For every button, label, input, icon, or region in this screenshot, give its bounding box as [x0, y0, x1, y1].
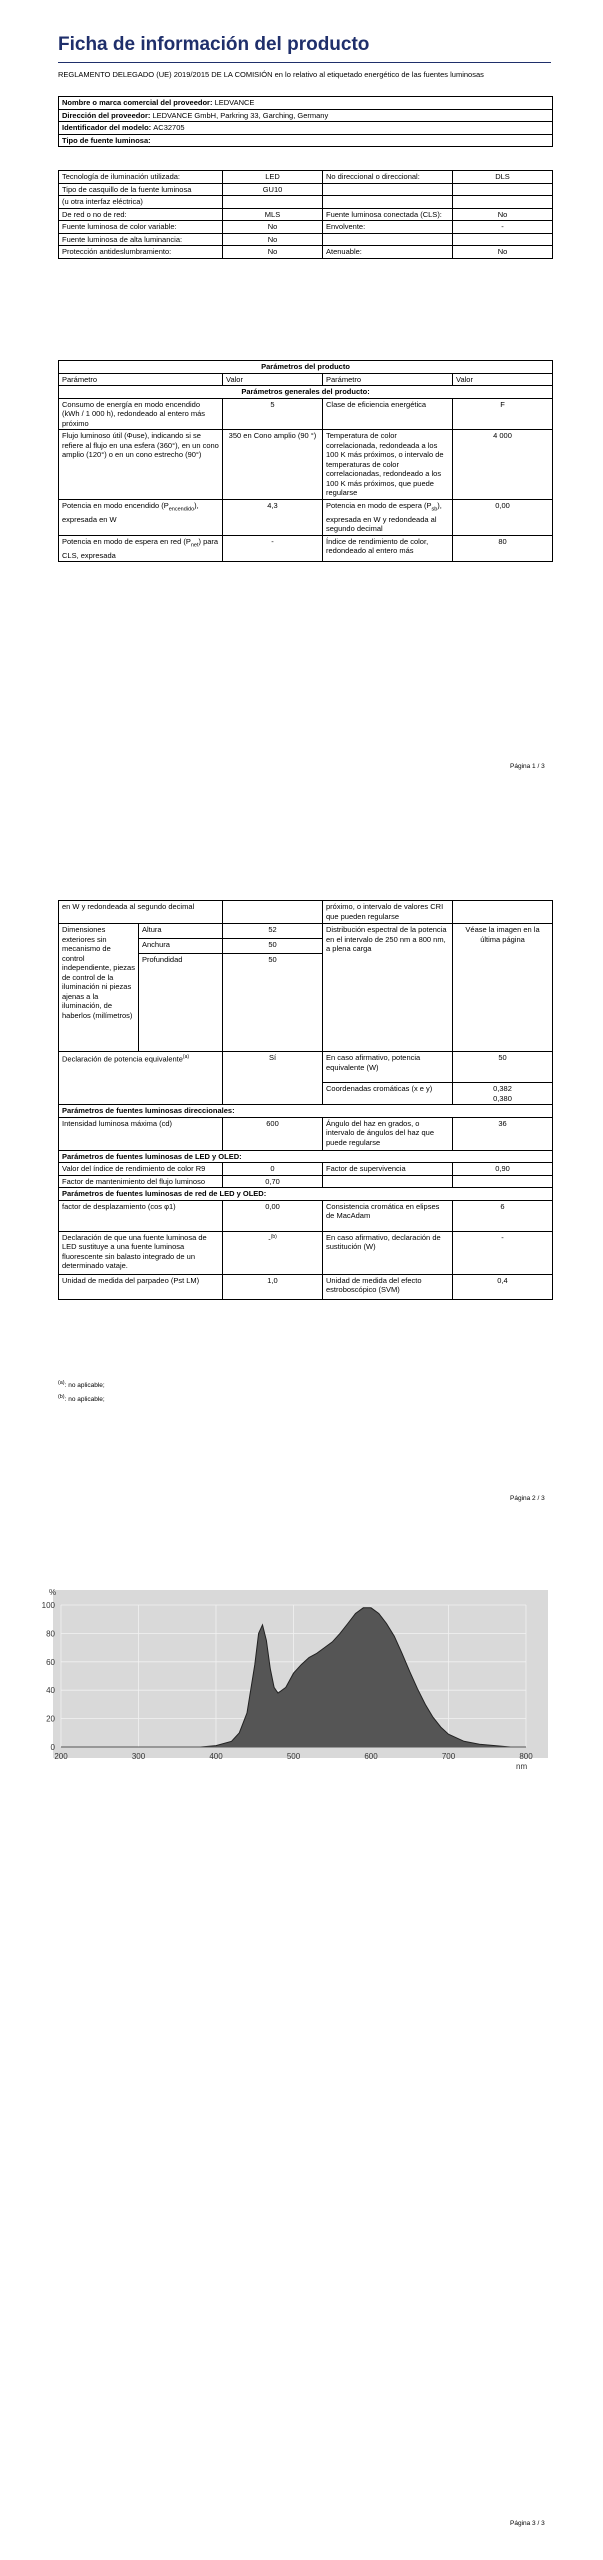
param-value: F: [453, 398, 553, 430]
equiv-power-label: En caso afirmativo, potencia equivalente (W): [323, 1052, 453, 1083]
supplier-address-row: Dirección del proveedor: LEDVANCE GmbH, Parkring 33, Garching, Germany: [59, 109, 553, 122]
intensity-label: Intensidad luminosa máxima (cd): [59, 1117, 223, 1150]
r9-value: 0: [223, 1163, 323, 1176]
repl-power-label: En caso afirmativo, declaración de sustitución (W): [323, 1231, 453, 1274]
type-value: No: [453, 208, 553, 221]
type-value: DLS: [453, 171, 553, 184]
footnote-a: $^{(a)}$: no aplicable;: [58, 1380, 105, 1390]
continued-left: en W y redondeada al segundo decimal: [59, 901, 223, 924]
macadam-value: 6: [453, 1200, 553, 1231]
type-value: [453, 233, 553, 246]
spectral-label: Distribución espectral de la potencia en el intervalo de 250 nm a 800 nm, a plena carga: [323, 924, 453, 1052]
param-label: Flujo luminoso útil (Φuse), indicando si se refiere al flujo en una esfera (360°), en un cono amplio (120°) o en un cono estrecho (90°): [59, 430, 223, 500]
type-value: MLS: [223, 208, 323, 221]
type-label-row: Tipo de fuente luminosa:: [59, 134, 553, 147]
param-value: 80: [453, 535, 553, 562]
type-label: Tecnología de iluminación utilizada:: [59, 171, 223, 184]
param-label: Índice de rendimiento de color, redondeado al entero más: [323, 535, 453, 562]
param-label: Potencia en modo encendido $(P_{encendido})$, expresada en W: [59, 499, 223, 535]
y-tick-label: 80: [46, 1629, 55, 1639]
dim-name: Altura: [139, 924, 223, 939]
type-value: No: [223, 221, 323, 234]
maint-label: Factor de mantenimiento del flujo luminoso: [59, 1175, 223, 1188]
spectral-value: Véase la imagen en la última página: [453, 924, 553, 1052]
params-title: Parámetros del producto: [59, 361, 553, 374]
repl-value: -$^{(b)}$: [223, 1231, 323, 1274]
col-param-1: Parámetro: [59, 373, 223, 386]
title-divider: [58, 62, 551, 63]
macadam-label: Consistencia cromática en elipses de MacAdam: [323, 1200, 453, 1231]
param-value: 4 000: [453, 430, 553, 500]
y-axis-label: %: [49, 1588, 57, 1597]
disp-value: 0,00: [223, 1200, 323, 1231]
survival-label: Factor de supervivencia: [323, 1163, 453, 1176]
r9-label: Valor del índice de rendimiento de color R9: [59, 1163, 223, 1176]
equiv-value: Sí: [223, 1052, 323, 1105]
page-number-3: Página 3 / 3: [510, 2520, 545, 2527]
param-label: Temperatura de color correlacionada, redondeada a los 100 K más próximos, o intervalo de temperaturas de color correlacionadas, redondeado a los 100 K más próximos, que puede regularse: [323, 430, 453, 500]
spectral-chart: [41, 1575, 553, 1780]
type-label: [323, 196, 453, 209]
param-value: 5: [223, 398, 323, 430]
param-label: Consumo de energía en modo encendido (kWh / 1 000 h), redondeado al entero más próximo: [59, 398, 223, 430]
type-label: (u otra interfaz eléctrica): [59, 196, 223, 209]
empty-cell: [323, 1175, 453, 1188]
type-label: Fuente luminosa de alta luminancia:: [59, 233, 223, 246]
x-tick-label: 700: [441, 1752, 456, 1761]
empty-cell: [453, 1175, 553, 1188]
col-value-1: Valor: [223, 373, 323, 386]
x-tick-label: 200: [54, 1752, 68, 1761]
type-label: Protección antideslumbramiento:: [59, 246, 223, 259]
y-tick-label: 40: [46, 1686, 55, 1696]
continued-empty-2: [453, 901, 553, 924]
coords-label: Coordenadas cromáticas (x e y): [323, 1083, 453, 1105]
type-value: No: [453, 246, 553, 259]
model-row: Identificador del modelo: AC32705: [59, 122, 553, 135]
x-tick-label: 500: [286, 1752, 301, 1761]
y-tick-label: 0: [50, 1743, 55, 1752]
params-table: [58, 360, 553, 562]
page-number-1: Página 1 / 3: [510, 763, 545, 770]
type-label: Fuente luminosa conectada (CLS):: [323, 208, 453, 221]
disp-label: factor de desplazamiento (cos φ1): [59, 1200, 223, 1231]
type-table: [58, 170, 553, 259]
equiv-label: Declaración de potencia equivalente$^{(a)}$: [59, 1052, 223, 1105]
general-title: Parámetros generales del producto:: [59, 386, 553, 399]
dims-label: Dimensiones exteriores sin mecanismo de control independiente, piezas de control de la iluminación ni piezas ajenas a la iluminación, de haberlos (milímetros): [59, 924, 139, 1052]
regulation-text: REGLAMENTO DELEGADO (UE) 2019/2015 DE LA COMISIÓN en lo relativo al etiquetado energético de las fuentes luminosas: [58, 70, 484, 79]
footnote-b: $^{(b)}$: no aplicable;: [58, 1394, 105, 1404]
type-value: LED: [223, 171, 323, 184]
param-label: Potencia en modo de espera $(P_{sb})$, expresada en W y redondeada al segundo decimal: [323, 499, 453, 535]
dim-name: Anchura: [139, 939, 223, 954]
param-value: 350 en Cono amplio (90 °): [223, 430, 323, 500]
type-value: [223, 196, 323, 209]
dim-name: Profundidad: [139, 954, 223, 1052]
flicker-label: Unidad de medida del parpadeo (Pst LM): [59, 1274, 223, 1299]
type-label: No direccional o direccional:: [323, 171, 453, 184]
type-label: De red o no de red:: [59, 208, 223, 221]
type-value: No: [223, 246, 323, 259]
repl-power-value: -: [453, 1231, 553, 1274]
y-tick-label: 60: [46, 1657, 55, 1667]
continued-empty: [223, 901, 323, 924]
param-label: Potencia en modo de espera en red $(P_{net})$ para CLS, expresada: [59, 535, 223, 562]
supplier-name-row: Nombre o marca comercial del proveedor: LEDVANCE: [59, 97, 553, 110]
x-tick-label: 300: [131, 1752, 146, 1761]
x-tick-label: 800: [519, 1752, 533, 1761]
col-value-2: Valor: [453, 373, 553, 386]
beam-value: 36: [453, 1117, 553, 1150]
svm-value: 0,4: [453, 1274, 553, 1299]
x-tick-label: 400: [209, 1752, 223, 1761]
continued-right: próximo, o intervalo de valores CRI que pueden regularse: [323, 901, 453, 924]
type-value: -: [453, 221, 553, 234]
dim-value: 50: [223, 954, 323, 1052]
page-number-2: Página 2 / 3: [510, 1495, 545, 1502]
page-title: Ficha de información del producto: [58, 34, 370, 55]
type-label: Envolvente:: [323, 221, 453, 234]
y-tick-label: 20: [46, 1714, 55, 1724]
led-title: Parámetros de fuentes luminosas de LED y OLED:: [59, 1150, 553, 1163]
mains-title: Parámetros de fuentes luminosas de red de LED y OLED:: [59, 1188, 553, 1201]
type-value: [453, 183, 553, 196]
x-axis-label: nm: [516, 1762, 528, 1771]
dir-title: Parámetros de fuentes luminosas direccionales:: [59, 1105, 553, 1118]
dim-value: 52: [223, 924, 323, 939]
type-value: GU10: [223, 183, 323, 196]
type-label: [323, 233, 453, 246]
param-value: 0,00: [453, 499, 553, 535]
param-label: Clase de eficiencia energética: [323, 398, 453, 430]
flicker-value: 1,0: [223, 1274, 323, 1299]
y-tick-label: 100: [41, 1601, 55, 1610]
svm-label: Unidad de medida del efecto estroboscópico (SVM): [323, 1274, 453, 1299]
param-value: -: [223, 535, 323, 562]
dim-value: 50: [223, 939, 323, 954]
type-label: Atenuable:: [323, 246, 453, 259]
col-param-2: Parámetro: [323, 373, 453, 386]
type-label: Tipo de casquillo de la fuente luminosa: [59, 183, 223, 196]
type-label: [323, 183, 453, 196]
equiv-power-value: 50: [453, 1052, 553, 1083]
x-tick-label: 600: [364, 1752, 378, 1761]
type-label: Fuente luminosa de color variable:: [59, 221, 223, 234]
page2-table: [58, 900, 553, 1300]
param-value: 4,3: [223, 499, 323, 535]
maint-value: 0,70: [223, 1175, 323, 1188]
survival-value: 0,90: [453, 1163, 553, 1176]
coords-value: 0,382 0,380: [453, 1083, 553, 1105]
type-value: No: [223, 233, 323, 246]
beam-label: Ángulo del haz en grados, o intervalo de ángulos del haz que puede regularse: [323, 1117, 453, 1150]
type-value: [453, 196, 553, 209]
supplier-table: [58, 96, 553, 147]
repl-label: Declaración de que una fuente luminosa de LED sustituye a una fuente luminosa fluorescente sin balasto integrado de un determinado vataje.: [59, 1231, 223, 1274]
intensity-value: 600: [223, 1117, 323, 1150]
